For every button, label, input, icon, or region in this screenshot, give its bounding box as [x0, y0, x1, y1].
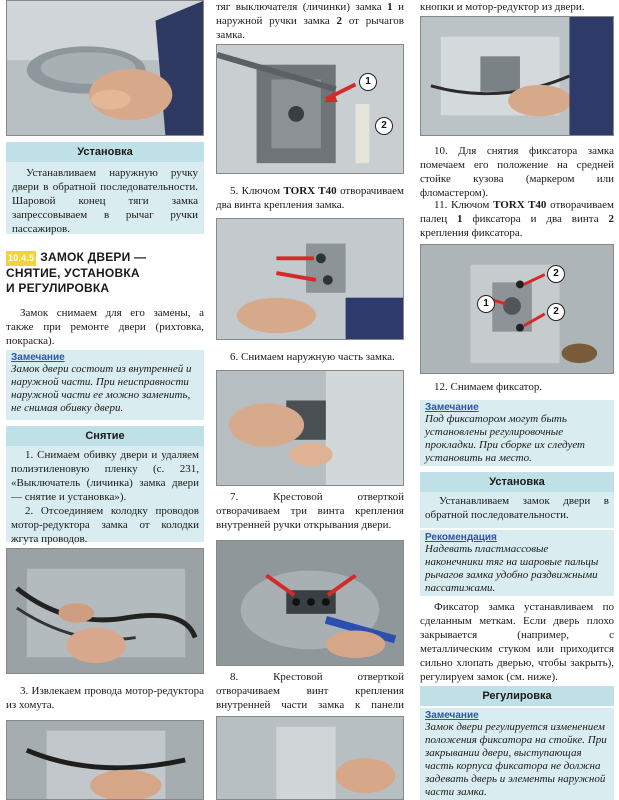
photo-wire-clip: [6, 720, 204, 800]
photo-lock-levers: [216, 44, 404, 174]
recommendation-text: Надевать пластмассовые наконечники тяг на шаровые пальцы рычагов замка удобно раздвижными пассатижами.: [425, 543, 599, 594]
step-3: 3. Извлекаем провода мотор-редуктора из хомута.: [6, 685, 204, 711]
note-text: Замок двери состоит из внутренней и наружной части. При неисправности наружной части ее можно заменить, не снимая обивку двери.: [11, 363, 192, 414]
photo-outer-lock: [216, 370, 404, 486]
photo-wiring: [6, 548, 204, 674]
photo-lock-screws: [216, 218, 404, 340]
recommendation-box: [420, 530, 614, 596]
step-10: 10. Для снятия фиксатора замка помечаем его положение на средней стойке кузова (маркером или фломастером).: [420, 145, 614, 199]
section-number: 10.4.5: [6, 251, 36, 266]
section-heading: 10.4.5 ЗАМОК ДВЕРИ — СНЯТИЕ, УСТАНОВКА И РЕГУЛИРОВКА: [6, 250, 147, 295]
photo-door-handle: [6, 0, 204, 136]
note2-text: Замок двери регулируется изменением положения фиксатора на стойке. При закрывании двери, выступающая часть корпуса фиксатора не должна задевать дверь и элементы наружной части замка.: [425, 721, 607, 798]
step-9-tail: кнопки и мотор-редуктор из двери.: [420, 1, 585, 13]
step-12: 12. Снимаем фиксатор.: [434, 381, 543, 393]
marker-screw-2-bottom: 2: [547, 303, 565, 321]
install-text: Устанавливаем наружную ручку двери в обратной последовательности. Шаровой конец тяги замка запрессовываем в рычаг ручки пассажиров.: [12, 167, 198, 235]
note1-text: Под фиксатором могут быть установлены регулировочные прокладки. При сборке их следует установить на место.: [425, 413, 586, 464]
install-heading: Установка: [6, 142, 204, 162]
adjust-heading: Регулировка: [420, 686, 614, 706]
photo-inner-lock-screw: [216, 716, 404, 800]
note-title: Замечание: [11, 352, 65, 363]
install-heading-right: Установка: [420, 472, 614, 492]
marker-2: 2: [375, 117, 393, 135]
step-1: 1. Снимаем обивку двери и удаляем полиэтиленовую пленку (с. 231, «Выключатель (личинка) замка двери — снятие и установка»).: [11, 449, 199, 503]
note1-title: Замечание: [425, 402, 479, 413]
photo-inner-handle: [216, 540, 404, 666]
note1-box: [420, 400, 614, 466]
step-4-tail: тяг выключателя (личинки) замка 1 и наружной ручки замка 2 от рычагов замка.: [216, 1, 405, 41]
column-left: [0, 0, 205, 800]
note2-box: [420, 708, 614, 800]
intro-text: Замок снимаем для его замены, а также при ремонте двери (рихтовка, покраска).: [6, 307, 204, 347]
marker-1: 1: [359, 73, 377, 91]
step-5: 5. Ключом TORX T40 отворачиваем два винта крепления замка.: [216, 185, 404, 211]
note-box: [6, 350, 204, 420]
removal-box: [6, 446, 204, 545]
install-box-right: [420, 492, 614, 528]
install-text-right: Устанавливаем замок двери в обратной последовательности.: [425, 495, 609, 521]
note2-title: Замечание: [425, 710, 479, 721]
step-11: 11. Ключом TORX T40 отворачиваем палец 1 фиксатора и два винта 2 крепления фиксатора.: [420, 199, 615, 239]
removal-heading: Снятие: [6, 426, 204, 446]
marker-screw-2-top: 2: [547, 265, 565, 283]
step-6: 6. Снимаем наружную часть замка.: [230, 351, 395, 363]
marker-pin-1: 1: [477, 295, 495, 313]
photo-motor-removal: [420, 16, 614, 136]
column-right: [418, 0, 619, 800]
photo-striker: [420, 244, 614, 374]
column-middle: [212, 0, 409, 800]
recommendation-title: Рекомендация: [425, 532, 497, 543]
striker-install-text: Фиксатор замка устанавливаем по сделанным меткам. Если дверь плохо закрывается (например, с металлическим стуком или приходится сильно хлопать дверью, чтобы закрыть), регулируем замок (см. ниже).: [420, 601, 614, 683]
step-2: 2. Отсоединяем колодку проводов мотор-редуктора замка от колодки жгута проводов.: [11, 505, 199, 545]
step-7: 7. Крестовой отверткой отворачиваем три винта крепления внутренней ручки открывания двери.: [216, 491, 404, 531]
install-box: [6, 162, 204, 234]
step-8: 8. Крестовой отверткой отворачиваем винт крепления внутренней части замка к панели: [216, 671, 404, 711]
